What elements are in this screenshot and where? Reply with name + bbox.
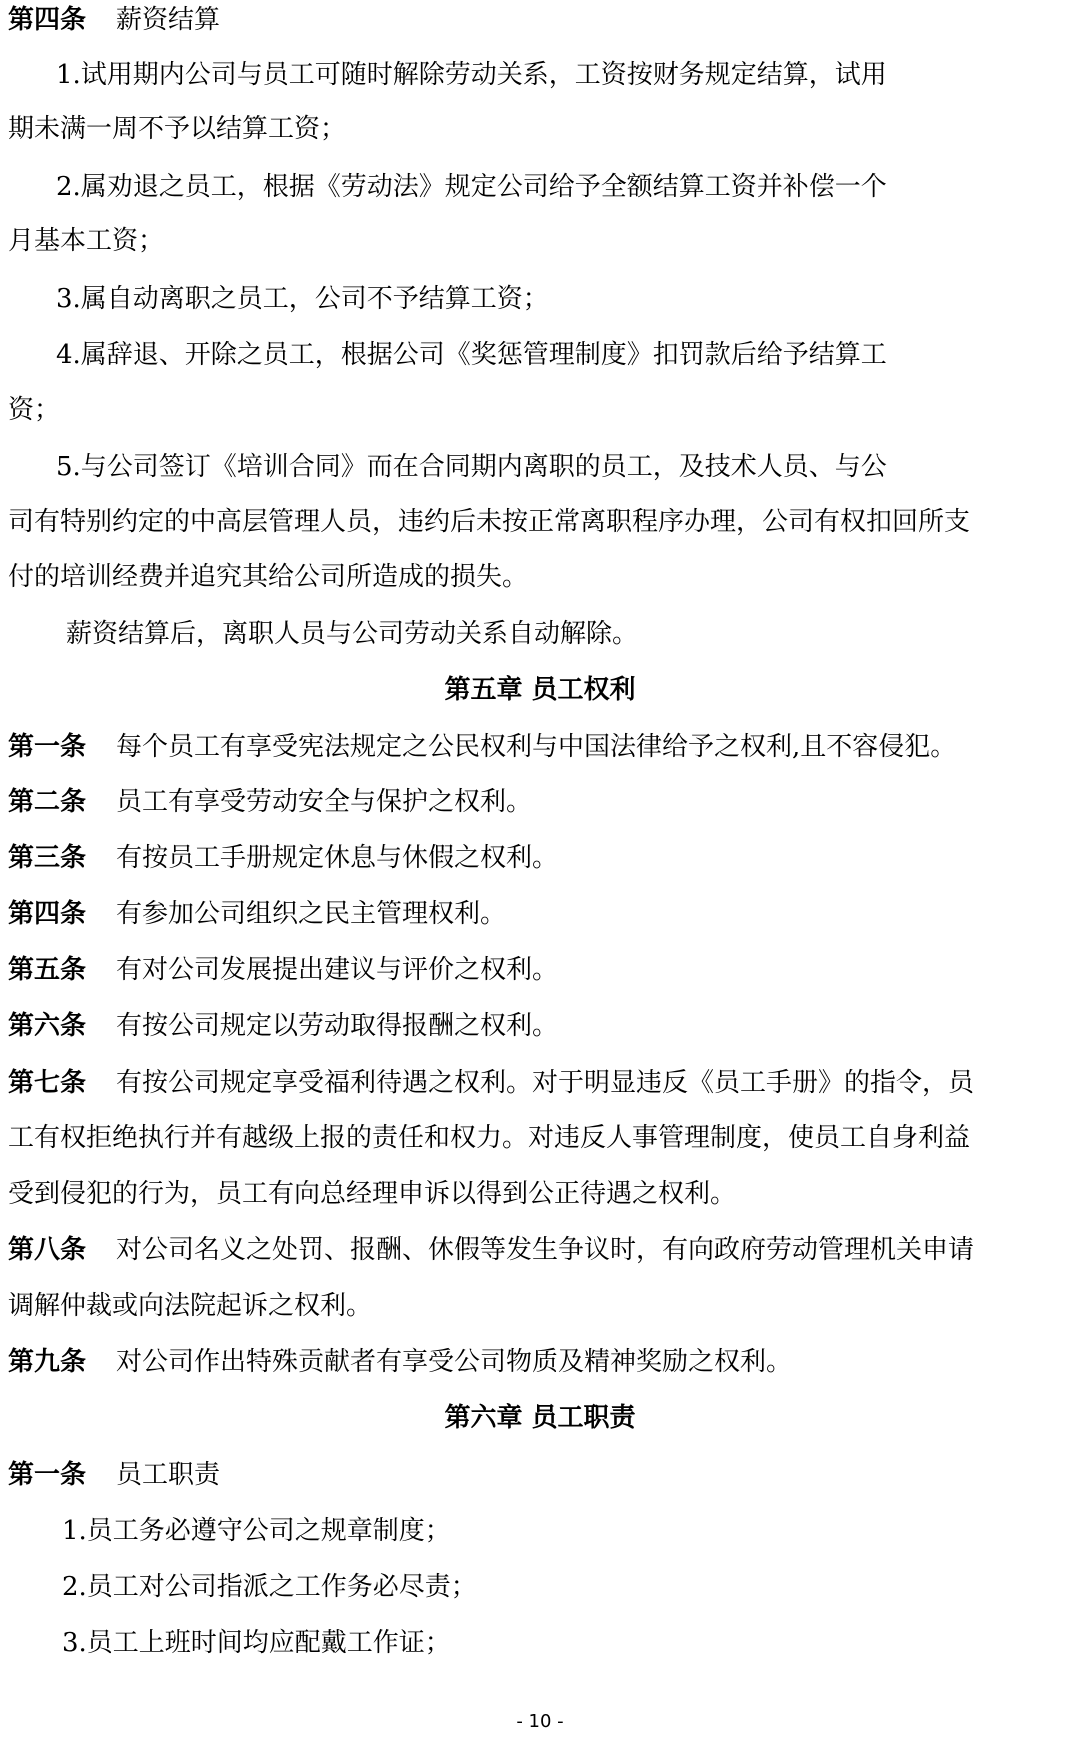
article-text: 每个员工有享受宪法规定之公民权利与中国法律给予之权利,且不容侵犯。 — [116, 732, 957, 762]
paragraph-line: 司有特别约定的中高层管理人员，违约后未按正常离职程序办理，公司有权扣回所支 — [8, 507, 971, 537]
page-number: - 10 - — [516, 1711, 564, 1732]
article-text: 有按公司规定享受福利待遇之权利。对于明显违反《员工手册》的指令，员 — [116, 1068, 975, 1098]
article-text: 有对公司发展提出建议与评价之权利。 — [116, 955, 559, 985]
paragraph-line: 资； — [8, 395, 61, 425]
article-label: 第八条 — [8, 1235, 87, 1265]
article-line — [8, 1009, 558, 1043]
article-line — [8, 897, 506, 931]
article-label: 第一条 — [8, 732, 87, 762]
chapter-title: 第五章 员工权利 — [444, 675, 636, 705]
article-line — [8, 1066, 974, 1100]
paragraph-line: 5.与公司签订《培训合同》而在合同期内离职的员工，及技术人员、与公 — [56, 452, 887, 482]
article-text: 有参加公司组织之民主管理权利。 — [116, 899, 507, 929]
article-label: 第三条 — [8, 843, 87, 873]
article-title: 薪资结算 — [116, 5, 221, 35]
article-text: 对公司名义之处罚、报酬、休假等发生争议时，有向政府劳动管理机关申请 — [116, 1235, 975, 1265]
article-label: 第七条 — [8, 1068, 87, 1098]
article-title: 员工职责 — [116, 1460, 221, 1490]
paragraph-line: 4.属辞退、开除之员工，根据公司《奖惩管理制度》扣罚款后给予结算工 — [56, 340, 887, 370]
chapter-title: 第六章 员工职责 — [444, 1403, 636, 1433]
article-text: 员工有享受劳动安全与保护之权利。 — [116, 787, 533, 817]
article-line — [8, 730, 956, 764]
paragraph-line: 薪资结算后，离职人员与公司劳动关系自动解除。 — [66, 619, 639, 649]
list-item: 1.员工务必遵守公司之规章制度； — [62, 1516, 451, 1546]
article-text: 有按公司规定以劳动取得报酬之权利。 — [116, 1011, 559, 1041]
paragraph-line: 工有权拒绝执行并有越级上报的责任和权力。对违反人事管理制度，使员工自身利益 — [8, 1123, 971, 1153]
paragraph-line: 2.属劝退之员工，根据《劳动法》规定公司给予全额结算工资并补偿一个 — [56, 172, 887, 202]
article-label: 第六条 — [8, 1011, 87, 1041]
article-label: 第一条 — [8, 1460, 87, 1490]
article-text: 对公司作出特殊贡献者有享受公司物质及精神奖励之权利。 — [116, 1347, 793, 1377]
article-line — [8, 1345, 792, 1379]
article-label: 第四条 — [8, 899, 87, 929]
article-heading — [8, 3, 220, 37]
paragraph-line: 3.属自动离职之员工，公司不予结算工资； — [56, 284, 549, 314]
paragraph-line: 1.试用期内公司与员工可随时解除劳动关系，工资按财务规定结算，试用 — [56, 60, 887, 90]
article-label: 第五条 — [8, 955, 87, 985]
list-item: 2.员工对公司指派之工作务必尽责； — [62, 1572, 477, 1602]
paragraph-line: 受到侵犯的行为，员工有向总经理申诉以得到公正待遇之权利。 — [8, 1179, 737, 1209]
article-heading — [8, 1458, 220, 1492]
article-line — [8, 1233, 974, 1267]
list-item: 3.员工上班时间均应配戴工作证； — [62, 1628, 451, 1658]
paragraph-line: 调解仲裁或向法院起诉之权利。 — [8, 1291, 373, 1321]
article-label: 第九条 — [8, 1347, 87, 1377]
article-text: 有按员工手册规定休息与休假之权利。 — [116, 843, 559, 873]
paragraph-line: 期未满一周不予以结算工资； — [8, 114, 347, 144]
article-line — [8, 841, 558, 875]
article-label: 第二条 — [8, 787, 87, 817]
article-line — [8, 953, 558, 987]
article-line — [8, 785, 532, 819]
paragraph-line: 月基本工资； — [8, 226, 165, 256]
paragraph-line: 付的培训经费并追究其给公司所造成的损失。 — [8, 562, 529, 592]
article-label: 第四条 — [8, 5, 87, 35]
